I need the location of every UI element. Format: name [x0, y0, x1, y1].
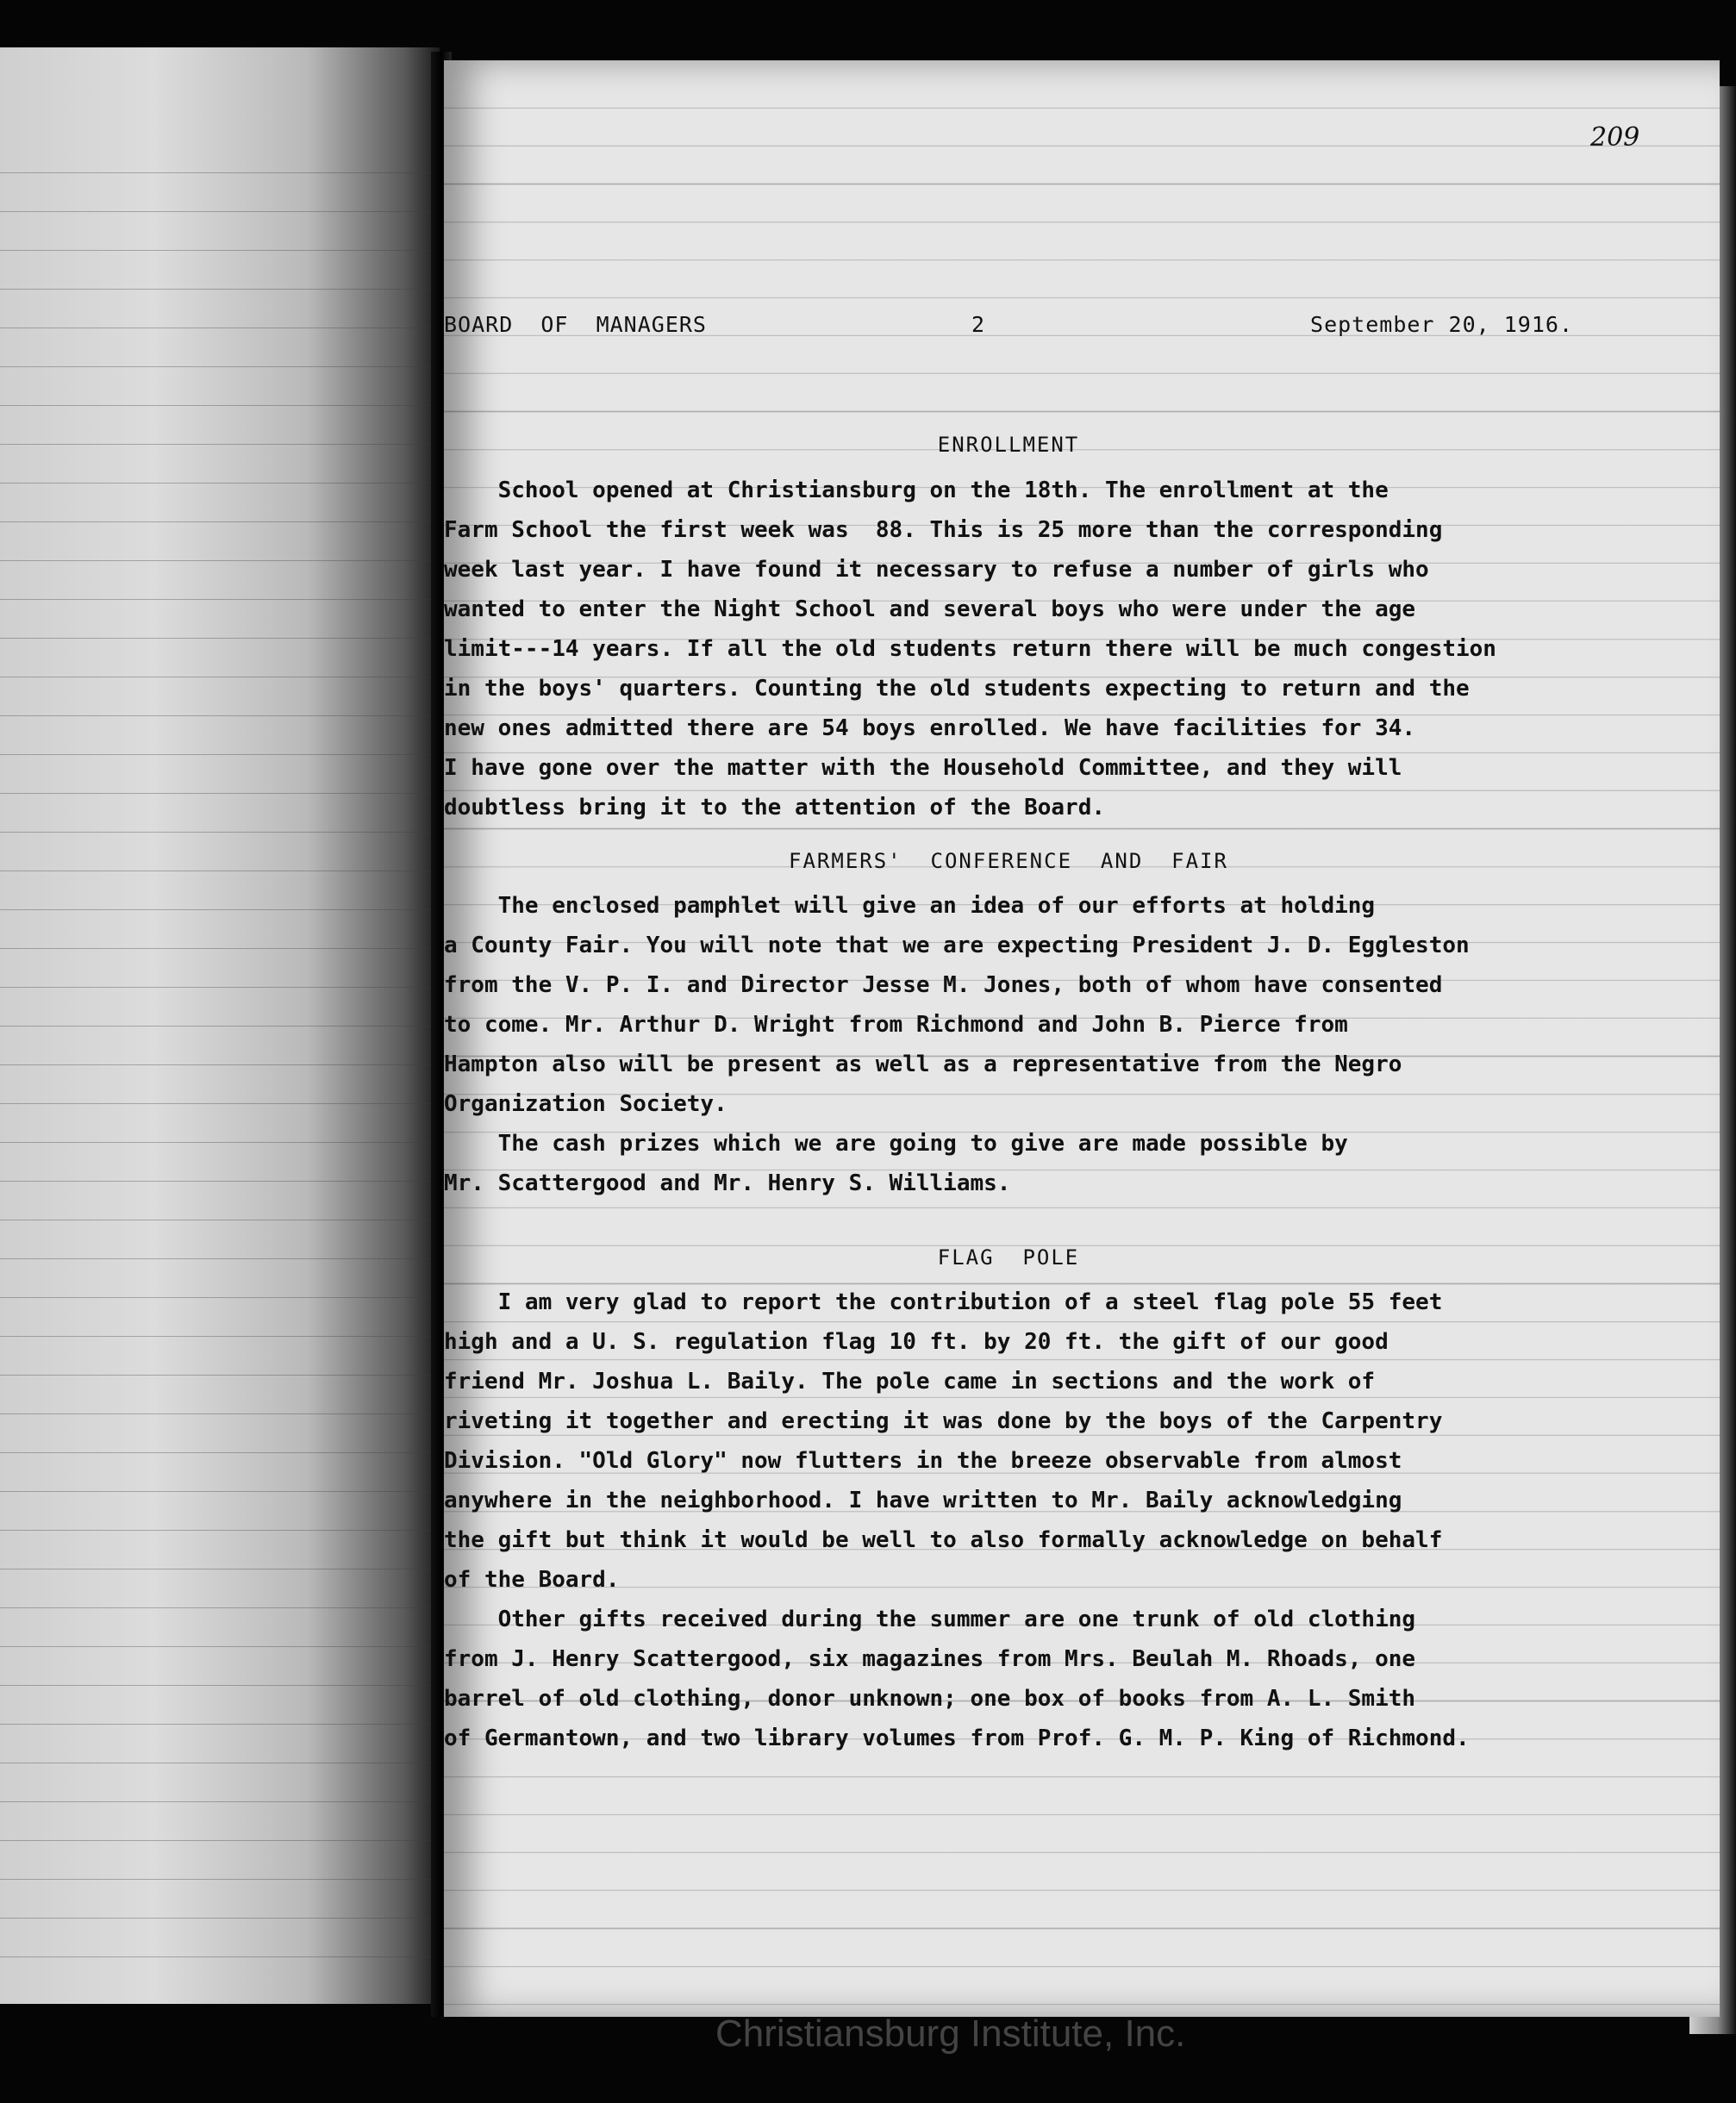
text-line: the gift but think it would be well to also formally acknowledge on behalf	[444, 1527, 1443, 1553]
facing-page-left	[0, 47, 440, 2004]
text-line: to come. Mr. Arthur D. Wright from Richmond and John B. Pierce from	[444, 1012, 1348, 1038]
enrollment-paragraph	[444, 471, 1616, 827]
section-title-enrollment: ENROLLMENT	[937, 433, 1080, 457]
text-line: doubtless bring it to the attention of the Board.	[444, 795, 1106, 821]
text-line: Hampton also will be present as well as a representative from the Negro	[444, 1052, 1402, 1077]
flag-pole-paragraph	[444, 1282, 1616, 1600]
text-line: from the V. P. I. and Director Jesse M. Jones, both of whom have consented	[444, 972, 1443, 998]
text-line: riveting it together and erecting it was done by the boys of the Carpentry	[444, 1408, 1443, 1434]
section-title-flag-pole: FLAG POLE	[937, 1245, 1080, 1270]
text-line: friend Mr. Joshua L. Baily. The pole came in sections and the work of	[444, 1369, 1376, 1395]
text-line: a County Fair. You will note that we are expecting President J. D. Eggleston	[444, 933, 1470, 958]
text-line: in the boys' quarters. Counting the old students expecting to return and the	[444, 676, 1470, 702]
text-line: anywhere in the neighborhood. I have written to Mr. Baily acknowledging	[444, 1488, 1402, 1513]
text-line: limit---14 years. If all the old students return there will be much congestion	[444, 636, 1496, 662]
gifts-paragraph	[444, 1600, 1616, 1758]
text-line: I have gone over the matter with the Household Committee, and they will	[444, 755, 1402, 781]
text-line: week last year. I have found it necessary to refuse a number of girls who	[444, 557, 1429, 583]
text-line: School opened at Christiansburg on the 18th. The enrollment at the	[444, 477, 1389, 503]
conference-paragraph	[444, 886, 1616, 1124]
prizes-paragraph	[444, 1124, 1616, 1203]
text-line: from J. Henry Scattergood, six magazines from Mrs. Beulah M. Rhoads, one	[444, 1646, 1416, 1672]
document-page	[444, 60, 1720, 2017]
text-line: new ones admitted there are 54 boys enrolled. We have facilities for 34.	[444, 715, 1416, 741]
text-line: of Germantown, and two library volumes from Prof. G. M. P. King of Richmond.	[444, 1725, 1470, 1751]
text-line: barrel of old clothing, donor unknown; one box of books from A. L. Smith	[444, 1686, 1416, 1712]
text-line: I am very glad to report the contribution of a steel flag pole 55 feet	[444, 1289, 1443, 1315]
text-line: The enclosed pamphlet will give an idea of our efforts at holding	[444, 893, 1376, 919]
page-number: 209	[1590, 122, 1640, 153]
section-title-conference: FARMERS' CONFERENCE AND FAIR	[789, 849, 1228, 873]
text-line: wanted to enter the Night School and several boys who were under the age	[444, 596, 1416, 622]
text-line: The cash prizes which we are going to give are made possible by	[444, 1131, 1348, 1157]
archive-watermark: Christiansburg Institute, Inc.	[715, 2013, 1186, 2055]
header-sheet-number: 2	[971, 312, 986, 337]
text-line: Farm School the first week was 88. This is 25 more than the corresponding	[444, 517, 1443, 543]
header-date: September 20, 1916.	[1310, 312, 1573, 337]
text-line: Division. "Old Glory" now flutters in the breeze observable from almost	[444, 1448, 1402, 1474]
text-line: of the Board.	[444, 1567, 620, 1593]
text-line: high and a U. S. regulation flag 10 ft. by 20 ft. the gift of our good	[444, 1329, 1389, 1355]
text-line: Organization Society.	[444, 1091, 727, 1117]
text-line: Mr. Scattergood and Mr. Henry S. Williams.	[444, 1170, 1011, 1196]
header-organization: BOARD OF MANAGERS	[444, 312, 707, 337]
text-line: Other gifts received during the summer are one trunk of old clothing	[444, 1607, 1416, 1632]
